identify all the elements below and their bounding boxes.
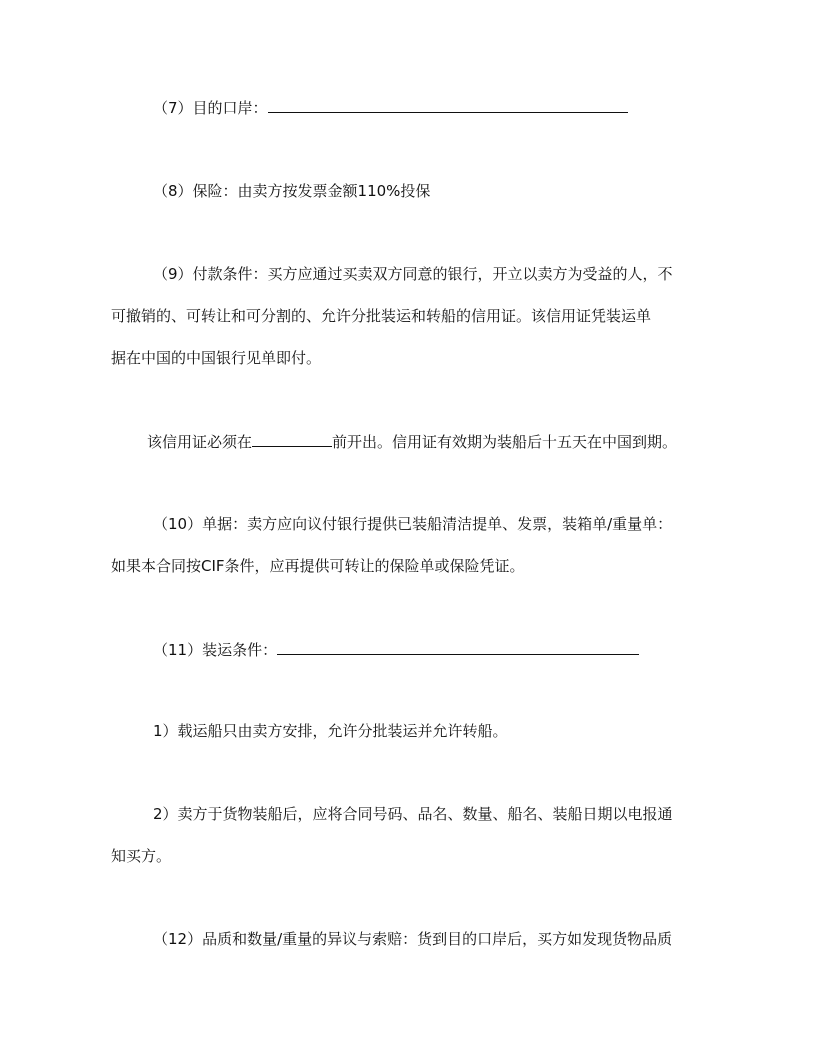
clause-11-shipment-terms <box>111 638 701 658</box>
destination-port-blank[interactable] <box>268 96 628 113</box>
clause-9-payment-line-1: （9）付款条件：买方应通过买卖双方同意的银行，开立以卖方为受益的人，不 <box>153 265 673 283</box>
clause-8-insurance: （8）保险：由卖方按发票金额110%投保 <box>153 182 431 200</box>
clause-11-label: （11）装运条件： <box>153 641 278 659</box>
lc-prefix: 该信用证必须在 <box>147 433 253 451</box>
letter-of-credit-deadline <box>111 430 701 450</box>
clause-12-claims-line-1: （12）品质和数量/重量的异议与索赔：货到目的口岸后，买方如发现货物品质 <box>153 930 673 948</box>
clause-7-destination-port <box>111 96 701 116</box>
clause-9-payment-line-2: 可撤销的、可转让和可分割的、允许分批装运和转船的信用证。该信用证凭装运单 <box>111 307 652 325</box>
shipment-item-1: 1）载运船只由卖方安排，允许分批装运并允许转船。 <box>153 722 508 740</box>
clause-10-documents-line-2: 如果本合同按CIF条件，应再提供可转让的保险单或保险凭证。 <box>111 557 525 575</box>
lc-suffix: 前开出。信用证有效期为装船后十五天在中国到期。 <box>332 433 678 451</box>
clause-7-label: （7）目的口岸： <box>153 99 268 117</box>
clause-10-documents-line-1: （10）单据：卖方应向议付银行提供已装船清洁提单、发票，装箱单/重量单： <box>153 515 673 533</box>
shipment-item-2-line-2: 知买方。 <box>111 847 172 865</box>
clause-9-payment-line-3: 据在中国的中国银行见单即付。 <box>111 349 322 367</box>
shipment-terms-blank[interactable] <box>277 638 639 655</box>
lc-deadline-blank[interactable] <box>252 430 332 447</box>
shipment-item-2-line-1: 2）卖方于货物装船后，应将合同号码、品名、数量、船名、装船日期以电报通 <box>153 805 673 823</box>
